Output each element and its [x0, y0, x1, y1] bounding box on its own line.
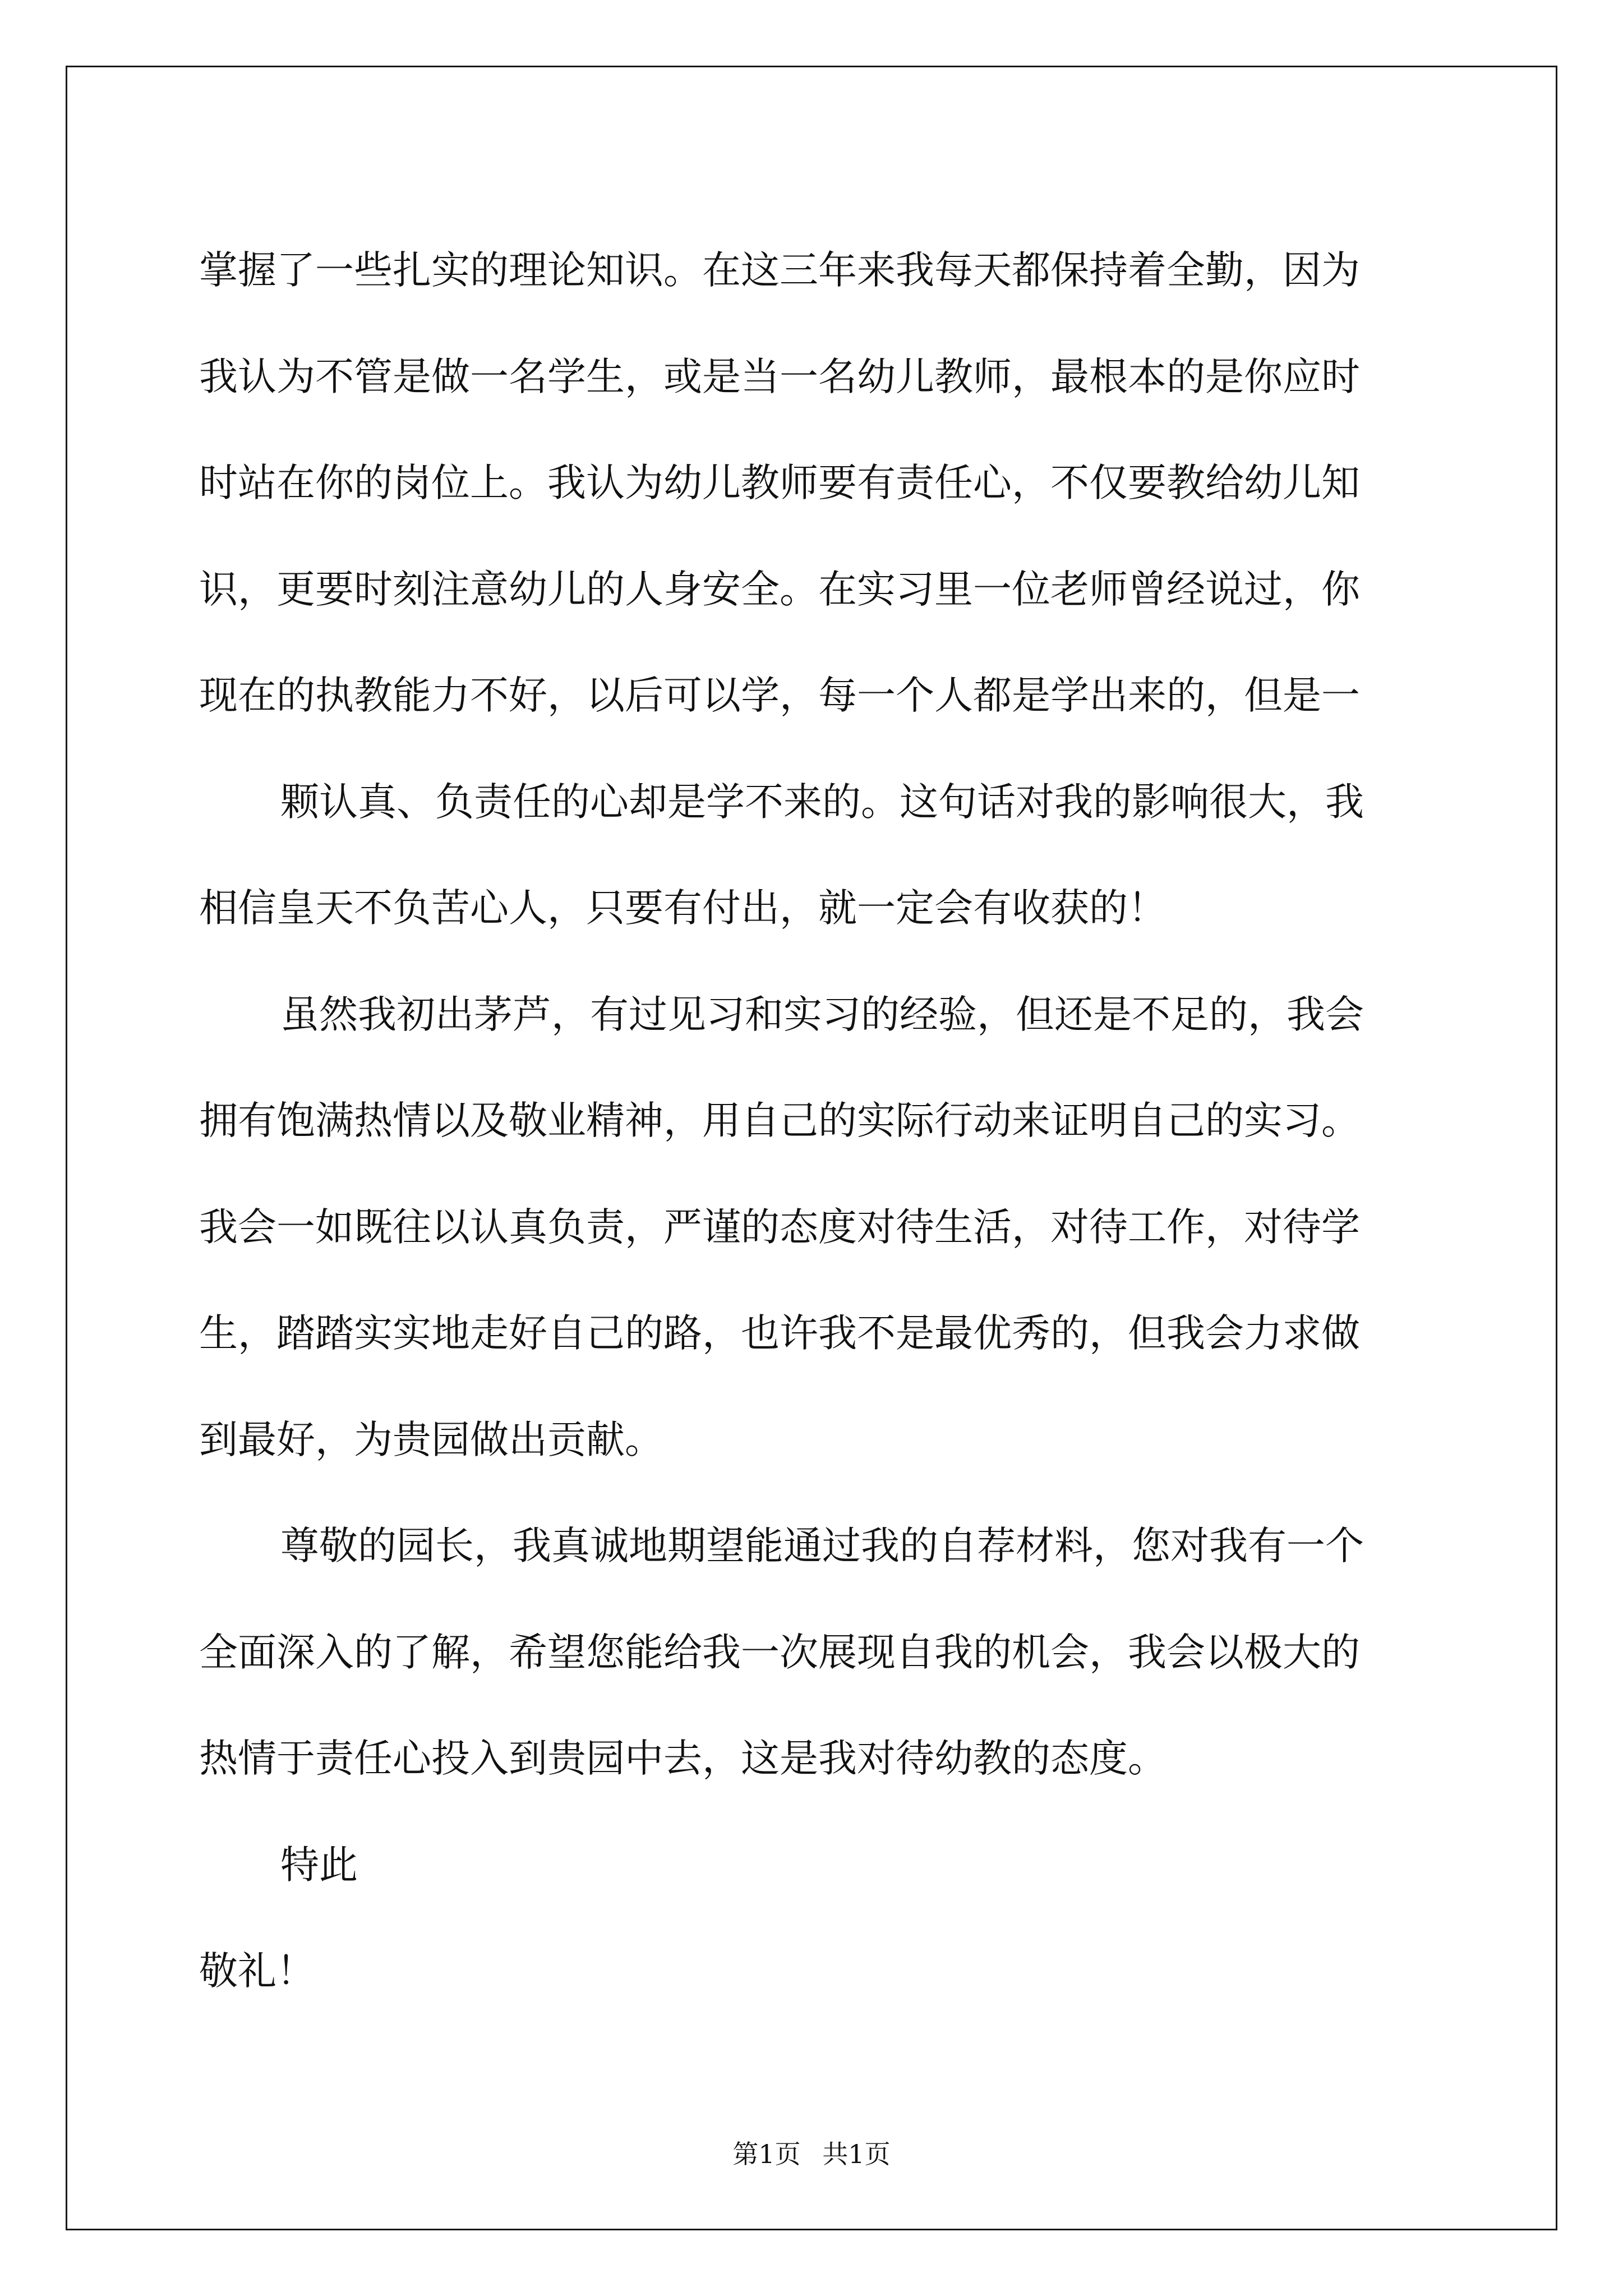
text-line: 颗认真、负责任的心却是学不来的。这句话对我的影响很大，我 [280, 779, 1364, 825]
text-line: 相信皇天不负苦心人，只要有付出，就一定会有收获的！ [199, 886, 1166, 931]
text-line: 掌握了一些扎实的理论知识。在这三年来我每天都保持着全勤，因为 [199, 248, 1360, 293]
text-line: 到最好，为贵园做出贡献。 [199, 1417, 663, 1462]
page-footer [0, 2137, 1623, 2171]
document-body [199, 218, 1433, 2025]
text-line: 生，踏踏实实地走好自己的路，也许我不是最优秀的，但我会力求做 [199, 1311, 1360, 1356]
page-total: 共1页 [822, 2139, 891, 2169]
text-line: 拥有饱满热情以及敬业精神，用自己的实际行动来证明自己的实习。 [199, 1098, 1360, 1143]
salutation: 敬礼！ [199, 1949, 315, 1994]
text-line: 全面深入的了解，希望您能给我一次展现自我的机会，我会以极大的 [199, 1630, 1360, 1675]
text-line: 热情于责任心投入到贵园中去，这是我对待幼教的态度。 [199, 1736, 1166, 1781]
text-line: 我认为不管是做一名学生，或是当一名幼儿教师，最根本的是你应时 [199, 354, 1360, 399]
page-number: 第1页 [732, 2139, 801, 2169]
text-line: 时站在你的岗位上。我认为幼儿教师要有责任心，不仅要教给幼儿知 [199, 461, 1360, 505]
closing-phrase: 特此 [280, 1842, 358, 1888]
text-line: 识，更要时刻注意幼儿的人身安全。在实习里一位老师曾经说过，你 [199, 567, 1360, 612]
text-line: 尊敬的园长，我真诚地期望能通过我的自荐材料，您对我有一个 [280, 1524, 1364, 1568]
text-line: 现在的执教能力不好，以后可以学，每一个人都是学出来的，但是一 [199, 673, 1360, 718]
text-line: 我会一如既往以认真负责，严谨的态度对待生活，对待工作，对待学 [199, 1204, 1360, 1250]
text-line: 虽然我初出茅芦，有过见习和实习的经验，但还是不足的，我会 [280, 992, 1364, 1037]
